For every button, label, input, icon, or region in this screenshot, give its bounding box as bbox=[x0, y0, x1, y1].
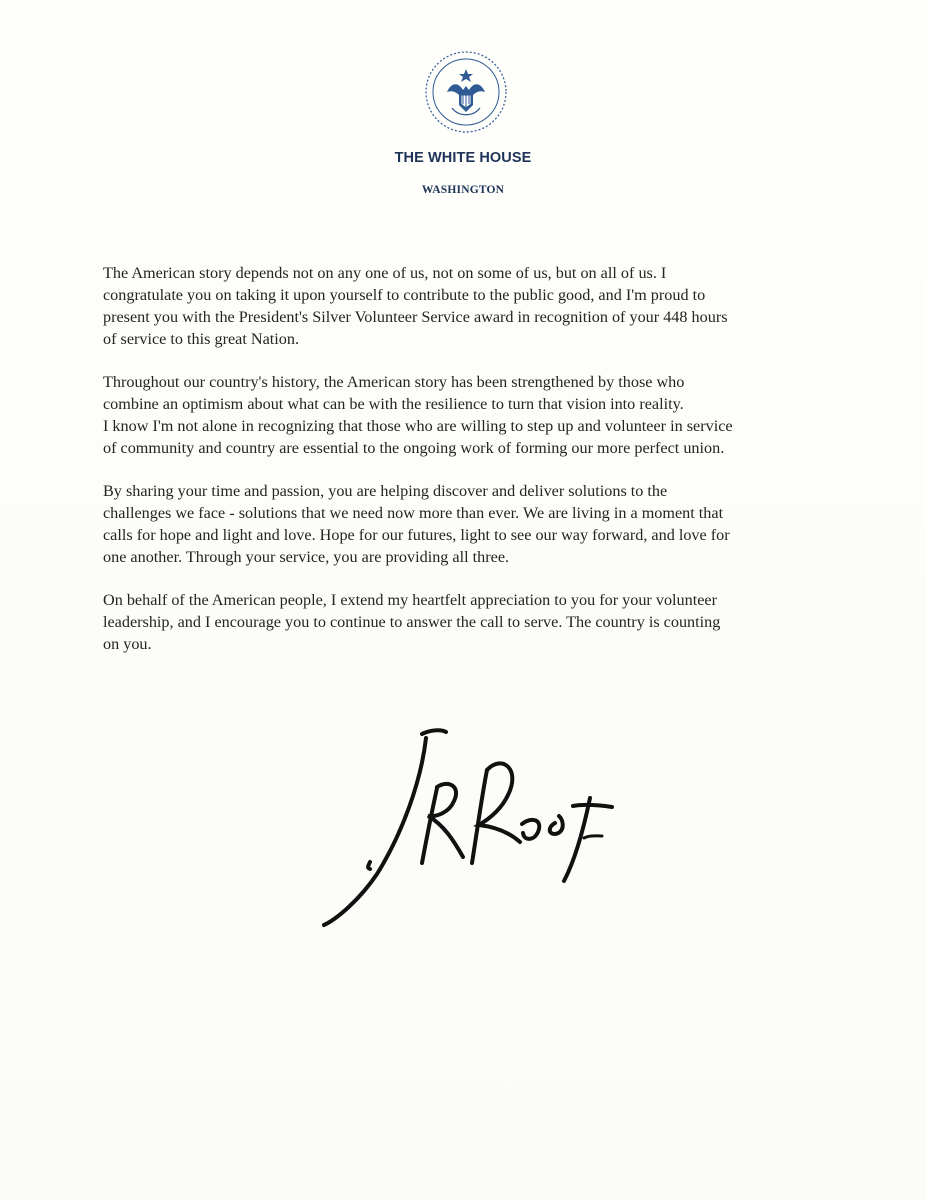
letter-paragraph-2 bbox=[103, 371, 833, 459]
letterhead-title: THE WHITE HOUSE bbox=[394, 150, 532, 166]
letter-line: calls for hope and light and love. Hope for our futures, light to see our way forward, and love for bbox=[103, 526, 730, 544]
letter-body bbox=[103, 262, 833, 676]
letter-paragraph-3 bbox=[103, 480, 833, 568]
handwritten-signature-icon bbox=[318, 724, 618, 929]
letter-line: present you with the President's Silver Volunteer Service award in recognition of your 448 hours bbox=[103, 308, 728, 326]
letter-line: Throughout our country's history, the American story has been strengthened by those who bbox=[103, 373, 685, 391]
letter-line: one another. Through your service, you are providing all three. bbox=[103, 548, 510, 566]
letter-line: challenges we face - solutions that we need now more than ever. We are living in a moment that bbox=[103, 504, 724, 522]
letter-line: On behalf of the American people, I extend my heartfelt appreciation to you for your volunteer bbox=[103, 591, 718, 609]
letter-line: combine an optimism about what can be with the resilience to turn that vision into reality. bbox=[103, 395, 684, 413]
letter-line: I know I'm not alone in recognizing that those who are willing to step up and volunteer in service bbox=[103, 417, 733, 435]
letter-line: congratulate you on taking it upon yourself to contribute to the public good, and I'm proud to bbox=[103, 286, 706, 304]
letter-line: of community and country are essential to the ongoing work of forming our more perfect union. bbox=[103, 439, 725, 457]
letter-line: The American story depends not on any one of us, not on some of us, but on all of us. I bbox=[103, 264, 667, 282]
letter-paragraph-1 bbox=[103, 262, 833, 350]
letterhead-subtitle: WASHINGTON bbox=[421, 184, 505, 196]
letter-line: By sharing your time and passion, you are helping discover and deliver solutions to the bbox=[103, 482, 668, 500]
letter-paragraph-4 bbox=[103, 589, 833, 655]
letter-line: on you. bbox=[103, 635, 152, 653]
presidential-seal-icon bbox=[424, 50, 508, 134]
letter-line: of service to this great Nation. bbox=[103, 330, 299, 348]
letter-line: leadership, and I encourage you to continue to answer the call to serve. The country is counting bbox=[103, 613, 721, 631]
